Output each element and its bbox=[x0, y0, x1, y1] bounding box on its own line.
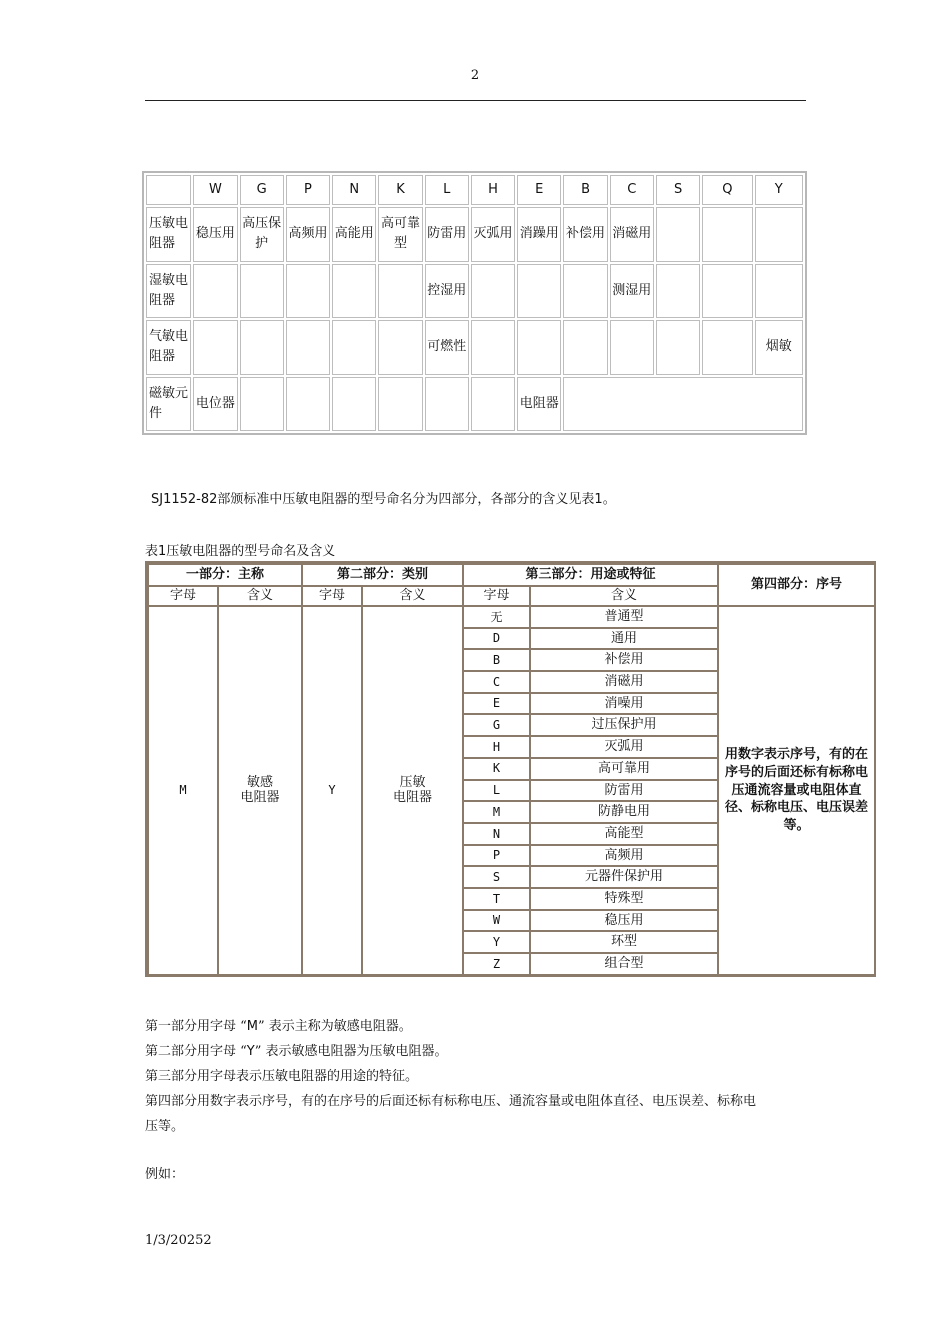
use-meaning: 高能型 bbox=[530, 823, 718, 845]
code-cell: 高压保护 bbox=[240, 207, 284, 261]
code-cell: 电位器 bbox=[193, 377, 237, 431]
use-meaning: 元器件保护用 bbox=[530, 866, 718, 888]
part2-meaning: 压敏 电阻器 bbox=[362, 606, 463, 975]
code-cell: 高频用 bbox=[286, 207, 330, 261]
code-cell bbox=[656, 264, 700, 318]
code-cell bbox=[378, 264, 422, 318]
letter-header: E bbox=[517, 175, 561, 205]
code-cell bbox=[425, 377, 469, 431]
code-cell bbox=[517, 320, 561, 374]
code-cell bbox=[240, 264, 284, 318]
letter-header: G bbox=[240, 175, 284, 205]
intro-table-num: 1 bbox=[594, 492, 603, 507]
use-letter: N bbox=[463, 823, 530, 845]
use-meaning: 高频用 bbox=[530, 845, 718, 867]
use-meaning: 过压保护用 bbox=[530, 714, 718, 736]
use-meaning: 普通型 bbox=[530, 606, 718, 628]
intro-end: 。 bbox=[602, 492, 616, 507]
header-rule bbox=[145, 100, 806, 101]
code-cell bbox=[286, 377, 330, 431]
code-cell bbox=[240, 377, 284, 431]
letter-header: W bbox=[193, 175, 237, 205]
header-meaning: 含义 bbox=[218, 586, 302, 606]
use-meaning: 消磁用 bbox=[530, 671, 718, 693]
letter-header: L bbox=[425, 175, 469, 205]
code-cell bbox=[656, 320, 700, 374]
code-cell bbox=[332, 377, 376, 431]
code-cell bbox=[332, 320, 376, 374]
part1-letter: M bbox=[148, 606, 218, 975]
sensitive-resistor-code-table bbox=[142, 171, 807, 435]
paragraph-part3: 第三部分用字母表示压敏电阻器的用途的特征。 bbox=[145, 1069, 419, 1084]
use-letter: 无 bbox=[463, 606, 530, 628]
code-cell bbox=[702, 320, 752, 374]
code-cell bbox=[702, 264, 752, 318]
code-cell: 高能用 bbox=[332, 207, 376, 261]
code-cell bbox=[656, 207, 700, 261]
merged-empty-cell bbox=[563, 377, 803, 431]
code-cell bbox=[332, 264, 376, 318]
use-meaning: 稳压用 bbox=[530, 910, 718, 932]
use-letter: S bbox=[463, 866, 530, 888]
standard-code: SJ1152-82 bbox=[151, 492, 218, 507]
letter-header: S bbox=[656, 175, 700, 205]
row-label: 气敏电阻器 bbox=[146, 320, 191, 374]
page-number: 2 bbox=[470, 68, 480, 83]
header-part4: 第四部分：序号 bbox=[718, 564, 875, 606]
letter-header: C bbox=[610, 175, 654, 205]
code-cell bbox=[755, 207, 803, 261]
code-cell: 电阻器 bbox=[517, 377, 561, 431]
letter-header: K bbox=[378, 175, 422, 205]
header-letter: 字母 bbox=[463, 586, 530, 606]
part1-meaning: 敏感 电阻器 bbox=[218, 606, 302, 975]
row-label: 磁敏元件 bbox=[146, 377, 191, 431]
code-cell: 稳压用 bbox=[193, 207, 237, 261]
caption-prefix: 表 bbox=[145, 544, 159, 559]
paragraph-part2: 第二部分用字母 “Y” 表示敏感电阻器为压敏电阻器。 bbox=[145, 1044, 448, 1059]
caption-num: 1 bbox=[158, 544, 167, 559]
use-letter: L bbox=[463, 780, 530, 802]
use-meaning: 通用 bbox=[530, 628, 718, 650]
use-letter: M bbox=[463, 801, 530, 823]
use-meaning: 环型 bbox=[530, 931, 718, 953]
code-cell bbox=[702, 207, 752, 261]
code-cell bbox=[471, 377, 515, 431]
use-meaning: 组合型 bbox=[530, 953, 718, 975]
code-cell bbox=[755, 264, 803, 318]
code-cell bbox=[378, 320, 422, 374]
header-meaning: 含义 bbox=[362, 586, 463, 606]
use-letter: Y bbox=[463, 931, 530, 953]
use-letter: Z bbox=[463, 953, 530, 975]
code-cell bbox=[563, 264, 607, 318]
paragraph-part1: 第一部分用字母 “M” 表示主称为敏感电阻器。 bbox=[145, 1019, 412, 1034]
use-letter: B bbox=[463, 649, 530, 671]
code-cell: 高可靠型 bbox=[378, 207, 422, 261]
use-letter: P bbox=[463, 845, 530, 867]
code-cell bbox=[378, 377, 422, 431]
paragraph-part4-cont: 压等。 bbox=[145, 1119, 185, 1134]
code-cell bbox=[517, 264, 561, 318]
use-meaning: 灭弧用 bbox=[530, 736, 718, 758]
letter-header: Y bbox=[755, 175, 803, 205]
intro-text: 部颁标准中压敏电阻器的型号命名分为四部分，各部分的含义见表 bbox=[217, 492, 595, 507]
letter-header: B bbox=[563, 175, 607, 205]
use-letter: G bbox=[463, 714, 530, 736]
code-cell: 补偿用 bbox=[563, 207, 607, 261]
row-label: 压敏电阻器 bbox=[146, 207, 191, 261]
caption-text: 压敏电阻器的型号命名及含义 bbox=[166, 544, 336, 559]
header-letter: 字母 bbox=[148, 586, 218, 606]
header-part2: 第二部分：类别 bbox=[302, 564, 463, 586]
corner-cell bbox=[146, 175, 191, 205]
code-cell bbox=[471, 320, 515, 374]
code-cell bbox=[286, 320, 330, 374]
use-meaning: 补偿用 bbox=[530, 649, 718, 671]
intro-paragraph bbox=[151, 488, 616, 507]
header-part3: 第三部分：用途或特征 bbox=[463, 564, 718, 586]
use-letter: E bbox=[463, 693, 530, 715]
code-cell bbox=[610, 320, 654, 374]
header-part1: 一部分：主称 bbox=[148, 564, 302, 586]
code-cell: 烟敏 bbox=[755, 320, 803, 374]
footer-date: 1/3/20252 bbox=[145, 1233, 212, 1248]
use-letter: T bbox=[463, 888, 530, 910]
letter-header: Q bbox=[702, 175, 752, 205]
code-cell bbox=[193, 320, 237, 374]
varistor-naming-grid bbox=[147, 563, 876, 976]
use-meaning: 特殊型 bbox=[530, 888, 718, 910]
code-cell: 灭弧用 bbox=[471, 207, 515, 261]
code-cell bbox=[286, 264, 330, 318]
use-meaning: 防静电用 bbox=[530, 801, 718, 823]
code-cell: 控湿用 bbox=[425, 264, 469, 318]
code-cell bbox=[240, 320, 284, 374]
header-meaning: 含义 bbox=[530, 586, 718, 606]
paragraph-part4: 第四部分用数字表示序号，有的在序号的后面还标有标称电压、通流容量或电阻体直径、电压误差、标称电 bbox=[145, 1094, 757, 1109]
varistor-naming-table bbox=[145, 561, 876, 977]
code-cell bbox=[471, 264, 515, 318]
use-letter: C bbox=[463, 671, 530, 693]
use-letter: H bbox=[463, 736, 530, 758]
header-letter: 字母 bbox=[302, 586, 362, 606]
code-cell: 测湿用 bbox=[610, 264, 654, 318]
code-cell: 消磁用 bbox=[610, 207, 654, 261]
code-table-grid bbox=[144, 173, 805, 433]
table1-caption bbox=[145, 540, 335, 559]
code-cell: 可燃性 bbox=[425, 320, 469, 374]
letter-header: P bbox=[286, 175, 330, 205]
row-label: 湿敏电阻器 bbox=[146, 264, 191, 318]
code-cell: 防雷用 bbox=[425, 207, 469, 261]
part4-description: 用数字表示序号，有的在序号的后面还标有标称电压通流容量或电阻体直径、标称电压、电压误差等。 bbox=[718, 606, 875, 975]
code-cell bbox=[563, 320, 607, 374]
use-meaning: 消噪用 bbox=[530, 693, 718, 715]
letter-header: H bbox=[471, 175, 515, 205]
use-meaning: 高可靠用 bbox=[530, 758, 718, 780]
code-cell: 消躁用 bbox=[517, 207, 561, 261]
part2-letter: Y bbox=[302, 606, 362, 975]
letter-header: N bbox=[332, 175, 376, 205]
use-letter: D bbox=[463, 628, 530, 650]
use-letter: W bbox=[463, 910, 530, 932]
use-letter: K bbox=[463, 758, 530, 780]
use-meaning: 防雷用 bbox=[530, 780, 718, 802]
example-label: 例如： bbox=[145, 1167, 185, 1182]
code-cell bbox=[193, 264, 237, 318]
